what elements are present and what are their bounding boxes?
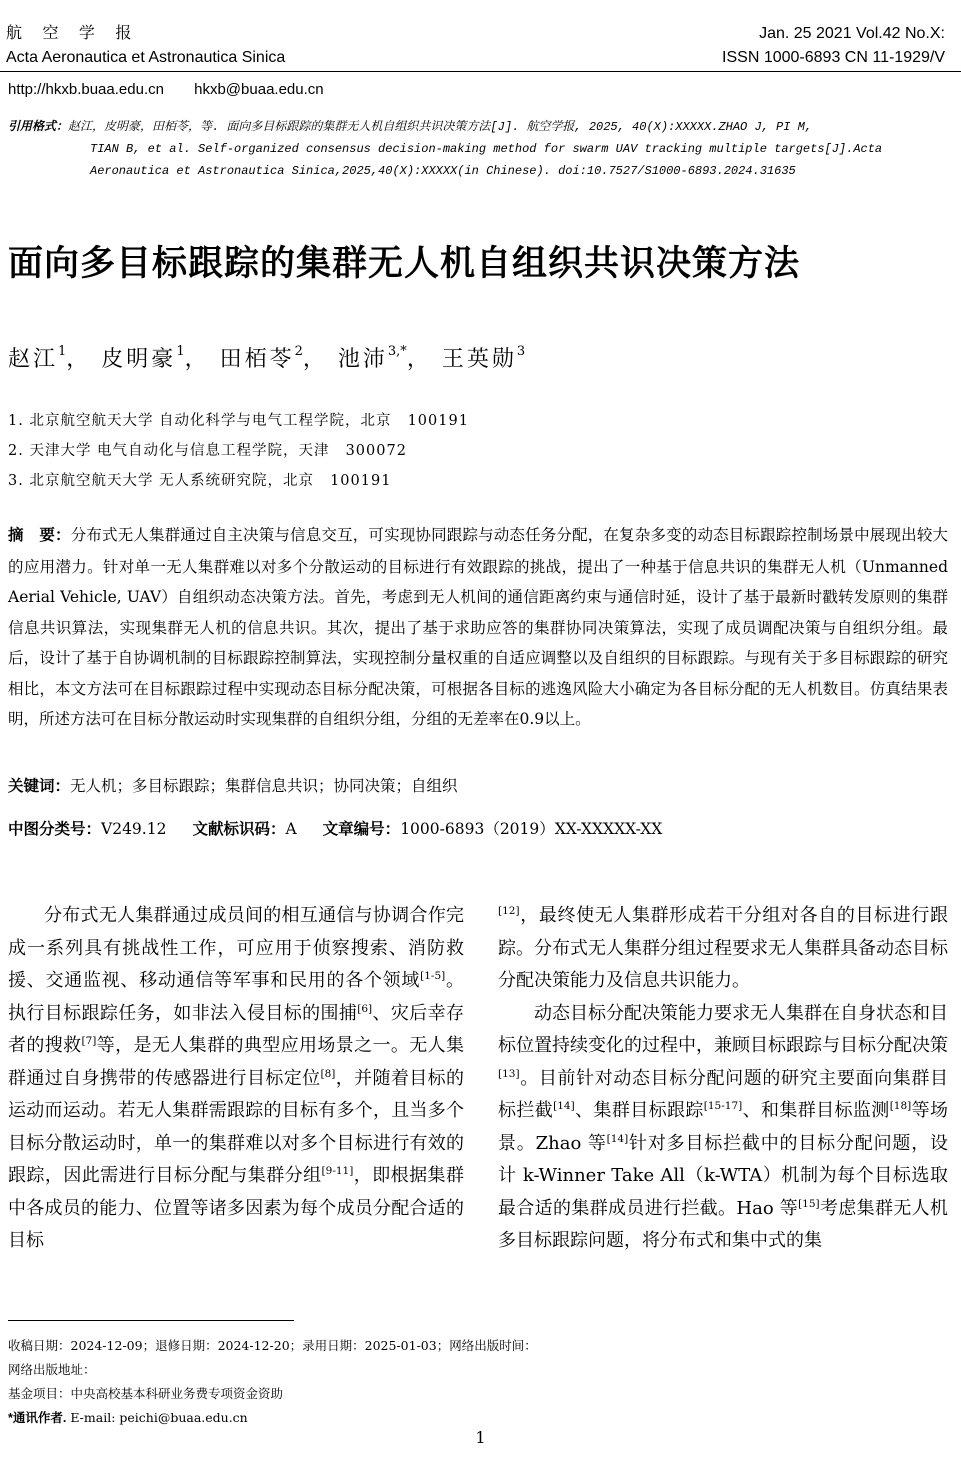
paper-title: 面向多目标跟踪的集群无人机自组织共识决策方法: [8, 244, 801, 283]
journal-name-cn: 航 空 学 报: [6, 25, 140, 42]
citation-line-2: TIAN B, et al. Self-organized consensus decision-making method for swarm UAV tracking multiple targets[J].Acta: [90, 142, 883, 156]
reference-mark[interactable]: [1-5]: [420, 970, 446, 982]
body-column-left: [8, 900, 464, 1258]
body-paragraph: 分布式无人集群通过成员间的相互通信与协调合作完成一系列具有挑战性工作，可应用于侦察搜索、消防救援、交通监视、移动通信等军事和民用的各个领域[1-5]。执行目标跟踪任务，如非法入侵目标的围捕[6]、灾后幸存者的搜救[7]等，是无人集群的典型应用场景之一。无人集群通过自身携带的传感器进行目标定位[8]，并随着目标的运动而运动。若无人集群需跟踪的目标有多个，且当多个目标分散运动时，单一的集群难以对多个目标进行有效的跟踪，因此需进行目标分配与集群分组[9-11]，即根据集群中各成员的能力、位置等诸多因素为每个成员分配合适的目标: [8, 905, 465, 1251]
citation-line-1: 引用格式：赵江，皮明豪，田栢苓，等. 面向多目标跟踪的集群无人机自组织共识决策方法[J]. 航空学报, 2025, 40(X):XXXXX.ZHAO J, PI M,: [8, 120, 813, 134]
footnotes: [8, 1334, 537, 1430]
journal-links: [8, 79, 324, 101]
keywords: [8, 772, 458, 801]
author-name: 池沛: [337, 347, 388, 372]
author-affil-mark: 1: [176, 344, 185, 359]
reference-mark[interactable]: [14]: [606, 1132, 629, 1145]
footnote-corresponding: *通讯作者. E-mail: peichi@buaa.edu.cn: [8, 1410, 248, 1425]
issn-info: ISSN 1000-6893 CN 11-1929/V: [722, 49, 945, 66]
author-affil-mark: 3,*: [387, 344, 407, 359]
affiliation-list: [8, 406, 469, 496]
citation-label: 引用格式：: [8, 120, 69, 134]
doc-code-value: A: [285, 820, 297, 838]
journal-header-right: [722, 22, 945, 70]
reference-mark[interactable]: [8]: [320, 1067, 336, 1080]
footnote-dates: 收稿日期：2024-12-09；退修日期：2024-12-20；录用日期：2025-01-03；网络出版时间：: [8, 1338, 537, 1353]
journal-url-link[interactable]: http://hkxb.buaa.edu.cn: [8, 81, 164, 98]
page-number: 1: [475, 1428, 486, 1447]
body-paragraph: [12]，最终使无人集群形成若干分组对各自的目标进行跟踪。分布式无人集群分组过程要求无人集群具备动态目标分配决策能力及信息共识能力。: [498, 905, 948, 991]
classification-line: [8, 815, 662, 844]
journal-email-link[interactable]: hkxb@buaa.edu.cn: [194, 81, 324, 98]
reference-mark[interactable]: [15-17]: [703, 1100, 743, 1112]
article-number-label: 文章编号：: [322, 821, 401, 838]
footnote-online-address: 网络出版地址：: [8, 1362, 96, 1377]
author-name: 皮明豪: [101, 347, 177, 372]
article-number-value: 1000-6893（2019）XX-XXXXX-XX: [400, 820, 663, 838]
header-rule: [0, 71, 961, 72]
issue-info: Jan. 25 2021 Vol.42 No.X:: [759, 25, 945, 42]
journal-header-left: [6, 22, 285, 70]
author-name: 王英勋: [441, 347, 517, 372]
journal-name-en: Acta Aeronautica et Astronautica Sinica: [6, 49, 286, 66]
reference-mark[interactable]: [7]: [81, 1035, 97, 1047]
author-list: 赵江$^1$， 皮明豪$^1$， 田栢苓$^2$， 池沛$^{3,*}$， 王英勋$^3$: [8, 344, 526, 372]
reference-mark[interactable]: [15]: [798, 1197, 820, 1210]
footnote-rule: [8, 1320, 294, 1321]
clc-value: V249.12: [101, 820, 167, 838]
reference-mark[interactable]: [18]: [889, 1100, 912, 1112]
citation-line-3: Aeronautica et Astronautica Sinica,2025,40(X):XXXXX(in Chinese). doi:10.7527/S1000-6893.2024.31635: [90, 164, 796, 178]
author-affil-mark: 3: [516, 344, 526, 359]
reference-mark[interactable]: [6]: [357, 1002, 373, 1015]
author-affil-mark: 1: [58, 344, 67, 359]
body-paragraph: 动态目标分配决策能力要求无人集群在自身状态和目标位置持续变化的过程中，兼顾目标跟踪与目标分配决策[13]。目前针对动态目标分配问题的研究主要面向集群目标拦截[14]、集群目标跟踪[15-17]、和集群目标监测[18]等场景。Zhao 等[14]针对多目标拦截中的目标分配问题，设计 k-Winner Take All（k-WTA）机制为每个目标选取最合适的集群成员进行拦截。Hao 等[15]考虑集群无人机多目标跟踪问题，将分布式和集中式的集: [498, 1002, 949, 1251]
abstract: [8, 520, 948, 735]
affiliation-item: 3. 北京航空航天大学 无人系统研究院，北京 100191: [8, 473, 392, 489]
affiliation-item: 2. 天津大学 电气自动化与信息工程学院，天津 300072: [8, 443, 407, 459]
corresponding-email[interactable]: E-mail: peichi@buaa.edu.cn: [66, 1410, 248, 1425]
reference-mark[interactable]: [13]: [498, 1067, 520, 1080]
footnote-funding: 基金项目：中央高校基本科研业务费专项资金资助: [8, 1386, 284, 1401]
body-column-right: [498, 900, 948, 1258]
clc-label: 中图分类号：: [8, 821, 102, 838]
abstract-label: 摘 要：: [8, 527, 71, 544]
author-name: 赵江: [8, 347, 59, 372]
reference-mark[interactable]: [14]: [553, 1100, 575, 1112]
author-affil-mark: 2: [294, 344, 303, 359]
affiliation-item: 1. 北京航空航天大学 自动化科学与电气工程学院，北京 100191: [8, 413, 469, 429]
author-name: 田栢苓: [219, 347, 295, 372]
reference-mark[interactable]: [12]: [498, 905, 520, 917]
doc-code-label: 文献标识码：: [192, 821, 286, 838]
keywords-label: 关键词：: [8, 778, 71, 795]
keywords-text: 无人机；多目标跟踪；集群信息共识；协同决策；自组织: [70, 777, 458, 795]
abstract-text: 分布式无人集群通过自主决策与信息交互，可实现协同跟踪与动态任务分配，在复杂多变的动态目标跟踪控制场景中展现出较大的应用潜力。针对单一无人集群难以对多个分散运动的目标进行有效跟踪的挑战，提出了一种基于信息共识的集群无人机（Unmanned Aerial Vehicle, UAV）自组织动态决策方法。首先，考虑到无人机间的通信距离约束与通信时延，设计了基于最新时戳转发原则的集群信息共识算法，实现集群无人机的信息共识。其次，提出了基于求助应答的集群协同决策算法，实现了成员调配决策与自组织分组。最后，设计了基于自协调机制的目标跟踪控制算法，实现控制分量权重的自适应调整以及自组织的目标跟踪。与现有关于多目标跟踪的研究相比，本文方法可在目标跟踪过程中实现动态目标分配决策，可根据各目标的逃逸风险大小确定为各目标分配的无人机数目。仿真结果表明，所述方法可在目标分散运动时实现集群的自组织分组，分组的无差率在0.9以上。: [8, 526, 948, 728]
citation-block: [8, 116, 953, 182]
reference-mark[interactable]: [9-11]: [321, 1165, 354, 1177]
